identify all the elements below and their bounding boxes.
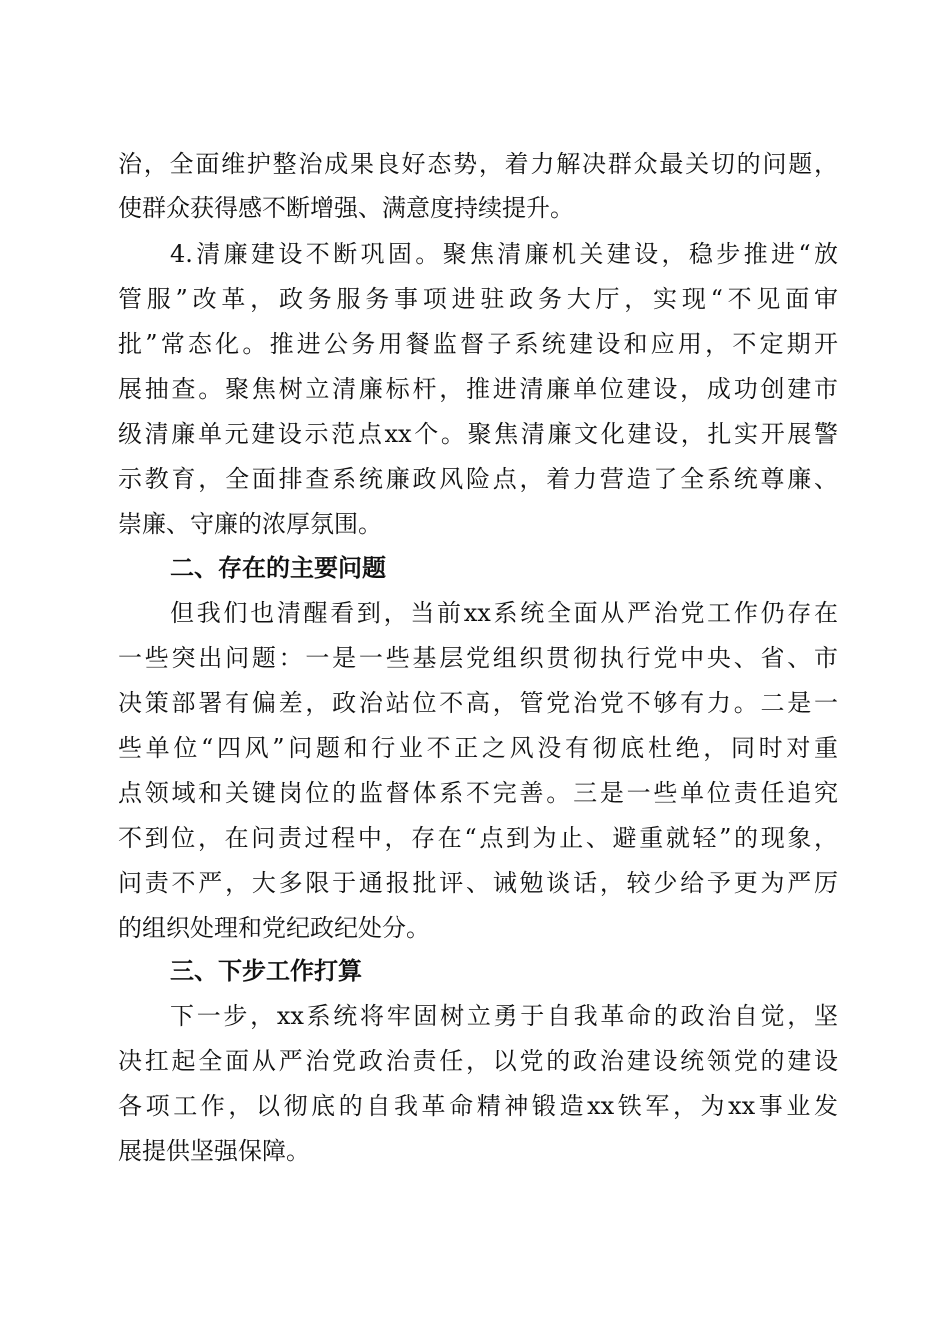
paragraph-line: 不到位，在问责过程中，存在“点到为止、避重就轻”的现象，	[118, 824, 838, 852]
paragraph-line: 崇廉、守廉的浓厚氛围。	[118, 510, 382, 538]
paragraph-line: 示教育，全面排查系统廉政风险点，着力营造了全系统尊廉、	[118, 465, 838, 493]
paragraph-line: 些单位“四风”问题和行业不正之风没有彻底杜绝，同时对重	[118, 734, 838, 762]
paragraph-line: 决扛起全面从严治党政治责任，以党的政治建设统领党的建设	[118, 1047, 838, 1075]
section-heading: 二、存在的主要问题	[170, 554, 386, 582]
paragraph-line: 但我们也清醒看到，当前xx系统全面从严治党工作仍存在	[170, 599, 838, 627]
paragraph-line: 使群众获得感不断增强、满意度持续提升。	[118, 194, 574, 222]
paragraph-line: 决策部署有偏差，政治站位不高，管党治党不够有力。二是一	[118, 689, 838, 717]
paragraph-line: 一些突出问题：一是一些基层党组织贯彻执行党中央、省、市	[118, 644, 838, 672]
paragraph-line: 管服”改革，政务服务事项进驻政务大厅，实现“不见面审	[118, 285, 838, 313]
section-heading: 三、下步工作打算	[170, 957, 362, 985]
paragraph-line: 问责不严，大多限于通报批评、诫勉谈话，较少给予更为严厉	[118, 869, 838, 897]
paragraph-line: 各项工作，以彻底的自我革命精神锻造xx铁军，为xx事业发	[118, 1092, 838, 1120]
paragraph-line: 批”常态化。推进公务用餐监督子系统建设和应用，不定期开	[118, 330, 838, 358]
paragraph-line: 治，全面维护整治成果良好态势，着力解决群众最关切的问题，	[118, 150, 838, 178]
paragraph-line: 4.清廉建设不断巩固。聚焦清廉机关建设，稳步推进“放	[170, 240, 838, 268]
paragraph-line: 下一步，xx系统将牢固树立勇于自我革命的政治自觉，坚	[170, 1002, 838, 1030]
paragraph-line: 级清廉单元建设示范点xx个。聚焦清廉文化建设，扎实开展警	[118, 420, 838, 448]
paragraph-line: 展抽查。聚焦树立清廉标杆，推进清廉单位建设，成功创建市	[118, 375, 838, 403]
paragraph-line: 的组织处理和党纪政纪处分。	[118, 914, 430, 942]
paragraph-line: 展提供坚强保障。	[118, 1137, 310, 1165]
paragraph-line: 点领域和关键岗位的监督体系不完善。三是一些单位责任追究	[118, 779, 838, 807]
